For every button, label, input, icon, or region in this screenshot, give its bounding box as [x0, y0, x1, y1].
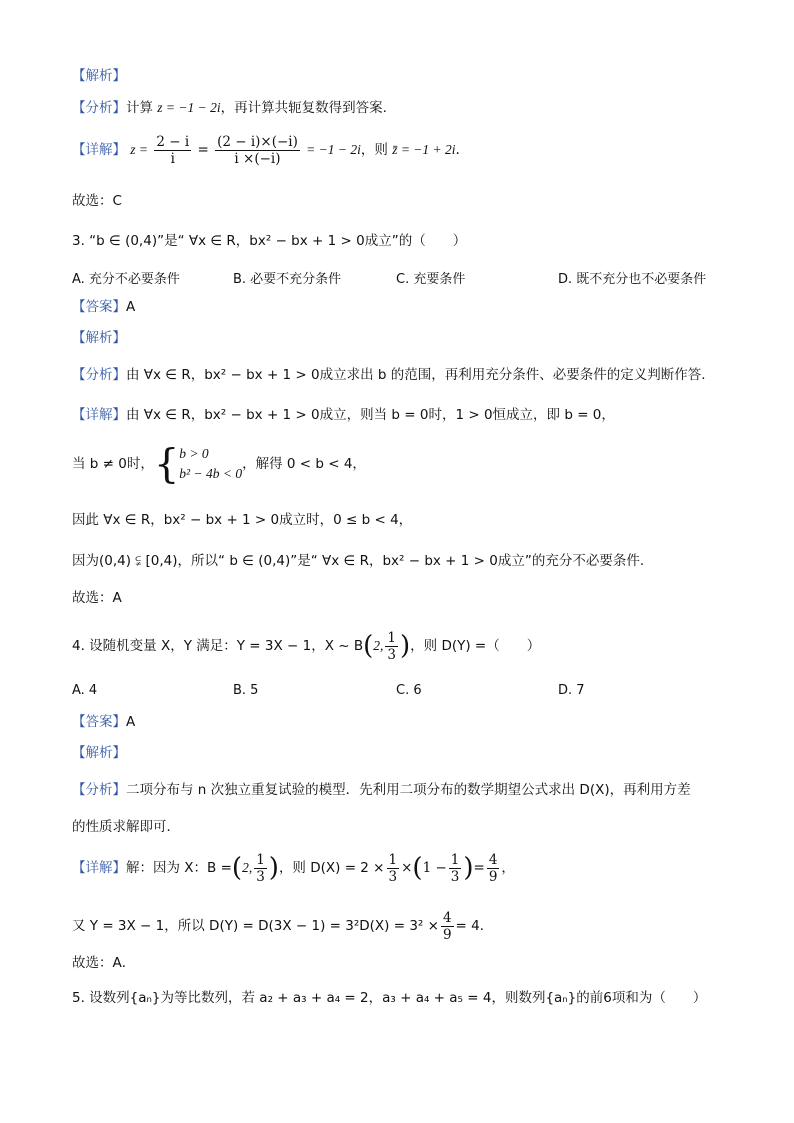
q4-detail-2: 又 Y = 3X − 1，所以 D(Y) = D(3X − 1) = 3²D(X) = 3² × $\frac{4}{9}$ = 4． [72, 910, 494, 944]
q4-jiexi-label: 【解析】 [72, 745, 126, 761]
q4-option-a: A. 4 [72, 683, 98, 698]
q4-option-b: B. 5 [233, 683, 259, 698]
q3-detail-2: 当 b ≠ 0时，{ b > 0 b² − 4b < 0 ，解得 0 < b < 4， [72, 441, 366, 488]
q3-detail-1: 【详解】由 ∀x ∈ R，bx² − bx + 1 > 0成立，则当 b = 0时，1 > 0恒成立，即 b = 0， [72, 407, 615, 423]
jiexi-label: 【解析】 [72, 68, 126, 84]
q3-detail-3: 因此 ∀x ∈ R，bx² − bx + 1 > 0成立时，0 ≤ b < 4， [72, 512, 413, 528]
q3-option-b: B. 必要不充分条件 [233, 272, 342, 287]
q3-jiexi-label: 【解析】 [72, 330, 126, 346]
q4-detail-1: 【详解】解：因为 X：B =(2, $\frac{1}{3}$ )，则 D(X) = 2 × $\frac{1}{3}$ ×(1 − $\frac{1}{3}$ )= $\frac{4}{9}$ ， [72, 852, 515, 886]
q3-option-c: C. 充要条件 [396, 272, 466, 287]
q3-answer: 故选：A [72, 590, 122, 606]
q4-option-d: D. 7 [558, 683, 585, 698]
q3-option-d: D. 既不充分也不必要条件 [558, 272, 707, 287]
q3-option-a: A. 充分不必要条件 [72, 272, 180, 287]
q2-analysis: 【分析】计算 z = −1 − 2i，再计算共轭复数得到答案. [72, 100, 387, 116]
q3-stem: 3. “b ∈ (0,4)”是“ ∀x ∈ R，bx² − bx + 1 > 0成立”的（ ） [72, 233, 467, 249]
q4-analysis-2: 的性质求解即可． [72, 819, 180, 835]
q2-detail: 【详解】 z = $\frac{2 - i}{i}$ = $\frac{(2 - i)\times(-i)}{i \times(-i)}$ = −1 − 2i，则 z̄ = −1 + 2i. [72, 134, 460, 168]
q3-answer-label: 【答案】A [72, 299, 136, 315]
q4-option-c: C. 6 [396, 683, 422, 698]
q4-answer: 故选：A． [72, 955, 136, 971]
q5-stem: 5. 设数列{aₙ}为等比数列，若 a₂ + a₃ + a₄ = 2，a₃ + a₄ + a₅ = 4，则数列{aₙ}的前6项和为（ ） [72, 990, 707, 1006]
q2-answer: 故选：C [72, 193, 122, 209]
q4-analysis-1: 【分析】二项分布与 n 次独立重复试验的模型．先利用二项分布的数学期望公式求出 D(X)，再利用方差 [72, 782, 691, 798]
q3-detail-4: 因为(0,4) ⫋ [0,4)，所以“ b ∈ (0,4)”是“ ∀x ∈ R，bx² − bx + 1 > 0成立”的充分不必要条件. [72, 553, 645, 569]
q3-analysis: 【分析】由 ∀x ∈ R，bx² − bx + 1 > 0成立求出 b 的范围，再利用充分条件、必要条件的定义判断作答. [72, 367, 706, 383]
q4-stem: 4. 设随机变量 X，Y 满足：Y = 3X − 1，X ~ B(2, $\frac{1}{3}$ )，则 D(Y) =（ ） [72, 630, 541, 664]
q4-answer-label: 【答案】A [72, 714, 136, 730]
